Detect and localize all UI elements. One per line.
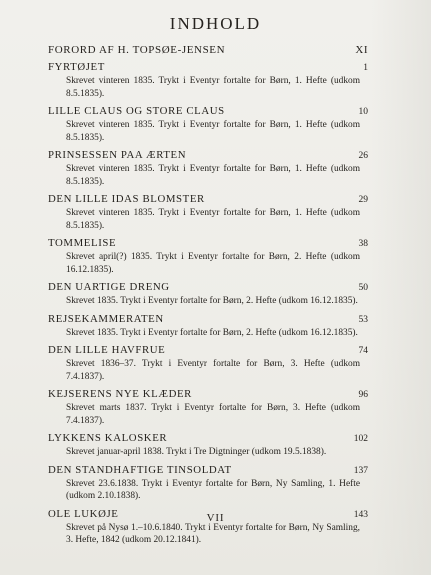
entry-title: FYRTØJET xyxy=(48,61,105,73)
toc-entry xyxy=(48,388,368,427)
entry-description: Skrevet 23.6.1838. Trykt i Eventyr fortalte for Børn, Ny Samling, 1. Hefte (udkom 2.10.1838). xyxy=(66,478,360,501)
toc-foreword xyxy=(48,44,368,56)
entry-page: 38 xyxy=(358,239,368,249)
entry-title: DEN LILLE IDAS BLOMSTER xyxy=(48,193,205,205)
entry-page: 26 xyxy=(358,151,368,161)
entry-page: 96 xyxy=(358,390,368,400)
entry-title: REJSEKAMMERATEN xyxy=(48,312,164,325)
entry-description: Skrevet 1835. Trykt i Eventyr fortalte for Børn, 2. Hefte (udkom 16.12.1835). xyxy=(66,296,358,306)
entry-page: 50 xyxy=(358,283,368,293)
toc-entry xyxy=(48,61,368,100)
foreword-page: XI xyxy=(355,44,368,56)
entry-description: Skrevet vinteren 1835. Trykt i Eventyr fortalte for Børn, 1. Hefte (udkom 8.5.1835). xyxy=(66,120,360,143)
entry-page: 29 xyxy=(358,195,368,205)
table-of-contents xyxy=(48,40,368,547)
toc-entry xyxy=(48,313,368,340)
entry-title: DEN STANDHAFTIGE TINSOLDAT xyxy=(48,463,232,476)
entry-page: 143 xyxy=(353,509,368,520)
entry-title: DEN LILLE HAVFRUE xyxy=(48,344,166,356)
entry-description: Skrevet marts 1837. Trykt i Eventyr fortalte for Børn, 3. Hefte (udkom 7.4.1837). xyxy=(66,403,360,426)
entry-description: Skrevet 1835. Trykt i Eventyr fortalte for Børn, 2. Hefte (udkom 16.12.1835). xyxy=(66,327,358,338)
page-edge-shadow xyxy=(371,0,431,575)
entry-title: LYKKENS KALOSKER xyxy=(48,432,168,444)
entry-description: Skrevet vinteren 1835. Trykt i Eventyr fortalte for Børn, 1. Hefte (udkom 8.5.1835). xyxy=(66,76,360,99)
toc-entry xyxy=(48,149,368,188)
entry-title: OLE LUKØJE xyxy=(48,507,119,520)
entry-description: Skrevet april(?) 1835. Trykt i Eventyr fortalte for Børn, 2. Hefte (udkom 16.12.1835). xyxy=(66,252,360,275)
entry-description: Skrevet vinteren 1835. Trykt i Eventyr fortalte for Børn, 1. Hefte (udkom 8.5.1835). xyxy=(66,164,360,187)
entry-page: 102 xyxy=(353,434,368,444)
toc-entry xyxy=(48,281,368,308)
entry-page: 137 xyxy=(353,465,368,476)
toc-entry xyxy=(48,105,368,144)
entry-title: LILLE CLAUS OG STORE CLAUS xyxy=(48,105,225,117)
toc-entry xyxy=(48,432,368,459)
toc-entry xyxy=(48,193,368,232)
entry-title: KEJSERENS NYE KLÆDER xyxy=(48,388,192,400)
page-folio: VII xyxy=(206,512,225,524)
toc-entry xyxy=(48,464,368,503)
entry-description: Skrevet på Nysø 1.–10.6.1840. Trykt i Eventyr fortalte for Børn, Ny Samling, 3. Hefte, 1842 (udkom 20.12.1841). xyxy=(66,522,360,545)
entry-description: Skrevet januar-april 1838. Trykt i Tre Digtninger (udkom 19.5.1838). xyxy=(66,447,327,457)
page-title: INDHOLD xyxy=(169,14,262,33)
foreword-label: FORORD AF H. TOPSØE-JENSEN xyxy=(48,44,226,56)
toc-entry xyxy=(48,344,368,383)
entry-page: 1 xyxy=(363,63,368,73)
entry-page: 74 xyxy=(358,346,368,356)
entry-title: TOMMELISE xyxy=(48,237,117,249)
entry-page: 10 xyxy=(358,107,368,117)
entry-title: PRINSESSEN PAA ÆRTEN xyxy=(48,149,187,161)
entry-description: Skrevet 1836–37. Trykt i Eventyr fortalte for Børn, 3. Hefte (udkom 7.4.1837). xyxy=(66,359,360,382)
entry-title: DEN UARTIGE DRENG xyxy=(48,281,170,293)
entry-description: Skrevet vinteren 1835. Trykt i Eventyr fortalte for Børn, 1. Hefte (udkom 8.5.1835). xyxy=(66,208,360,231)
toc-entry xyxy=(48,237,368,276)
entry-page: 53 xyxy=(358,314,368,325)
